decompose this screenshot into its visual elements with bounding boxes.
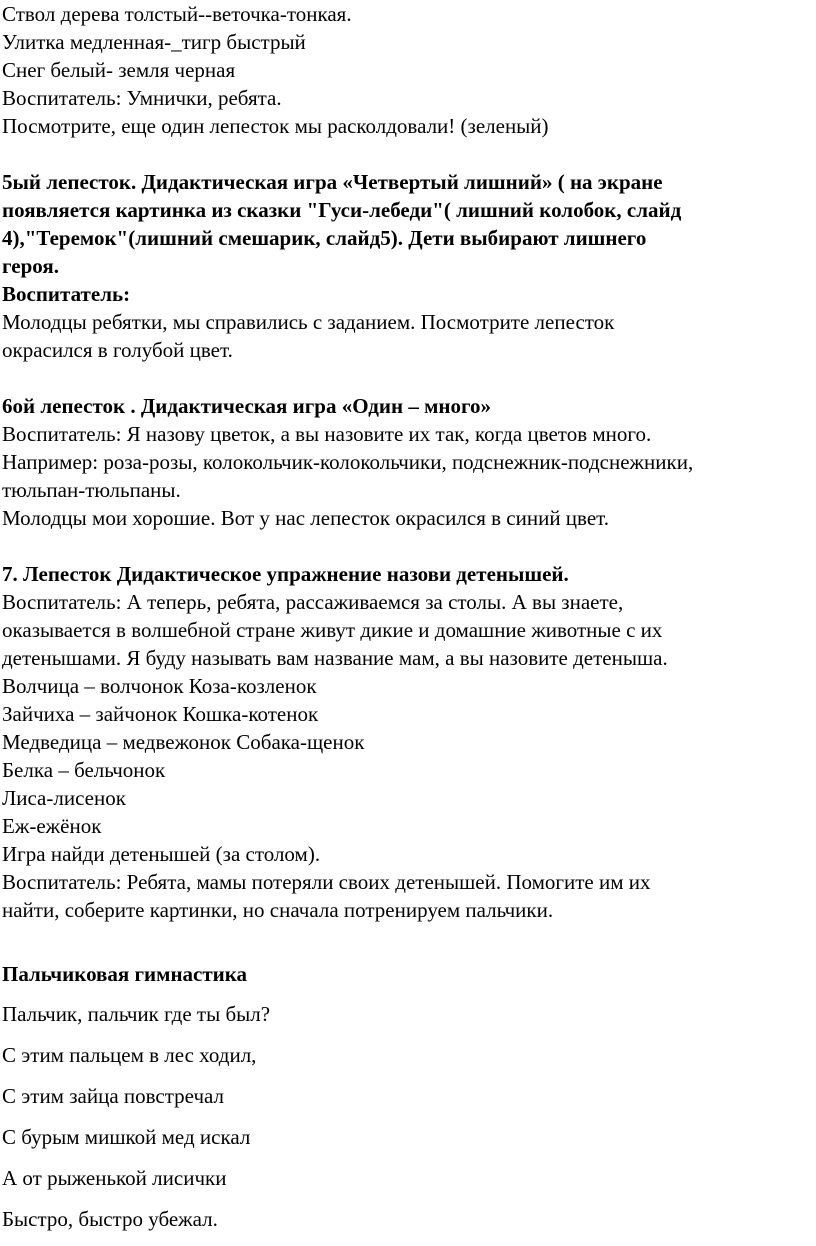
text-line: Посмотрите, еще один лепесток мы расколдовали! (зеленый) bbox=[2, 114, 549, 138]
text-line: Ствол дерева толстый--веточка-тонкая. bbox=[2, 2, 352, 26]
section-heading-line: появляется картинка из сказки "Гуси-лебеди"( лишний колобок, слайд bbox=[2, 198, 682, 222]
text-line: Воспитатель: А теперь, ребята, рассаживаемся за столы. А вы знаете, bbox=[2, 590, 624, 614]
text-line: Воспитатель: Умнички, ребята. bbox=[2, 86, 282, 110]
text-line: Игра найди детенышей (за столом). bbox=[2, 842, 321, 866]
section-heading: Пальчиковая гимнастика bbox=[2, 962, 248, 986]
text-line: Молодцы мои хорошие. Вот у нас лепесток окрасился в синий цвет. bbox=[2, 506, 610, 530]
poem-line: С бурым мишкой мед искал bbox=[2, 1125, 251, 1149]
text-line: Воспитатель: Я назову цветок, а вы назовите их так, когда цветов много. bbox=[2, 422, 652, 446]
poem-line: А от рыженькой лисички bbox=[2, 1166, 227, 1190]
text-line: Еж-ежёнок bbox=[2, 814, 102, 838]
text-line: тюльпан-тюльпаны. bbox=[2, 478, 181, 502]
text-line: Воспитатель: Ребята, мамы потеряли своих детенышей. Помогите им их bbox=[2, 870, 651, 894]
text-line: Медведица – медвежонок Собака-щенок bbox=[2, 730, 365, 754]
paragraph-gap bbox=[2, 532, 814, 560]
text-line: Зайчиха – зайчонок Кошка-котенок bbox=[2, 702, 319, 726]
text-line: Молодцы ребятки, мы справились с заданием. Посмотрите лепесток bbox=[2, 310, 615, 334]
poem-line: С этим зайца повстречал bbox=[2, 1084, 225, 1108]
paragraph-gap bbox=[2, 140, 814, 168]
text-line: окрасился в голубой цвет. bbox=[2, 338, 233, 362]
poem-line: Пальчик, пальчик где ты был? bbox=[2, 1002, 271, 1026]
text-line: Например: роза-розы, колокольчик-колокольчики, подснежник-подснежники, bbox=[2, 450, 694, 474]
intro-section bbox=[2, 0, 814, 140]
petal7-section bbox=[2, 560, 814, 924]
text-line: оказывается в волшебной стране живут дикие и домашние животные с их bbox=[2, 618, 663, 642]
paragraph-gap bbox=[2, 924, 814, 952]
section-heading-line: героя. bbox=[2, 254, 59, 278]
text-line: Волчица – волчонок Коза-козленок bbox=[2, 674, 317, 698]
section-heading-line: 5ый лепесток. Дидактическая игра «Четвертый лишний» ( на экране bbox=[2, 170, 663, 194]
paragraph-gap bbox=[2, 364, 814, 392]
gymnastics-section bbox=[2, 960, 814, 1233]
section-heading: 6ой лепесток . Дидактическая игра «Один – много» bbox=[2, 394, 492, 418]
section-heading: 7. Лепесток Дидактическое упражнение назови детенышей. bbox=[2, 562, 569, 586]
speaker-label: Воспитатель: bbox=[2, 282, 131, 306]
text-line: Снег белый- земля черная bbox=[2, 58, 236, 82]
text-line: Улитка медленная-_тигр быстрый bbox=[2, 30, 306, 54]
text-line: найти, соберите картинки, но сначала потренируем пальчики. bbox=[2, 898, 554, 922]
poem-line: С этим пальцем в лес ходил, bbox=[2, 1043, 257, 1067]
text-line: детенышами. Я буду называть вам название мам, а вы назовите детеныша. bbox=[2, 646, 668, 670]
document-page bbox=[2, 0, 814, 1246]
petal5-section bbox=[2, 168, 814, 364]
section-heading-line: 4),"Теремок"(лишний смешарик, слайд5). Дети выбирают лишнего bbox=[2, 226, 647, 250]
petal6-section bbox=[2, 392, 814, 532]
poem-line: Быстро, быстро убежал. bbox=[2, 1207, 218, 1231]
text-line: Белка – бельчонок bbox=[2, 758, 166, 782]
text-line: Лиса-лисенок bbox=[2, 786, 126, 810]
